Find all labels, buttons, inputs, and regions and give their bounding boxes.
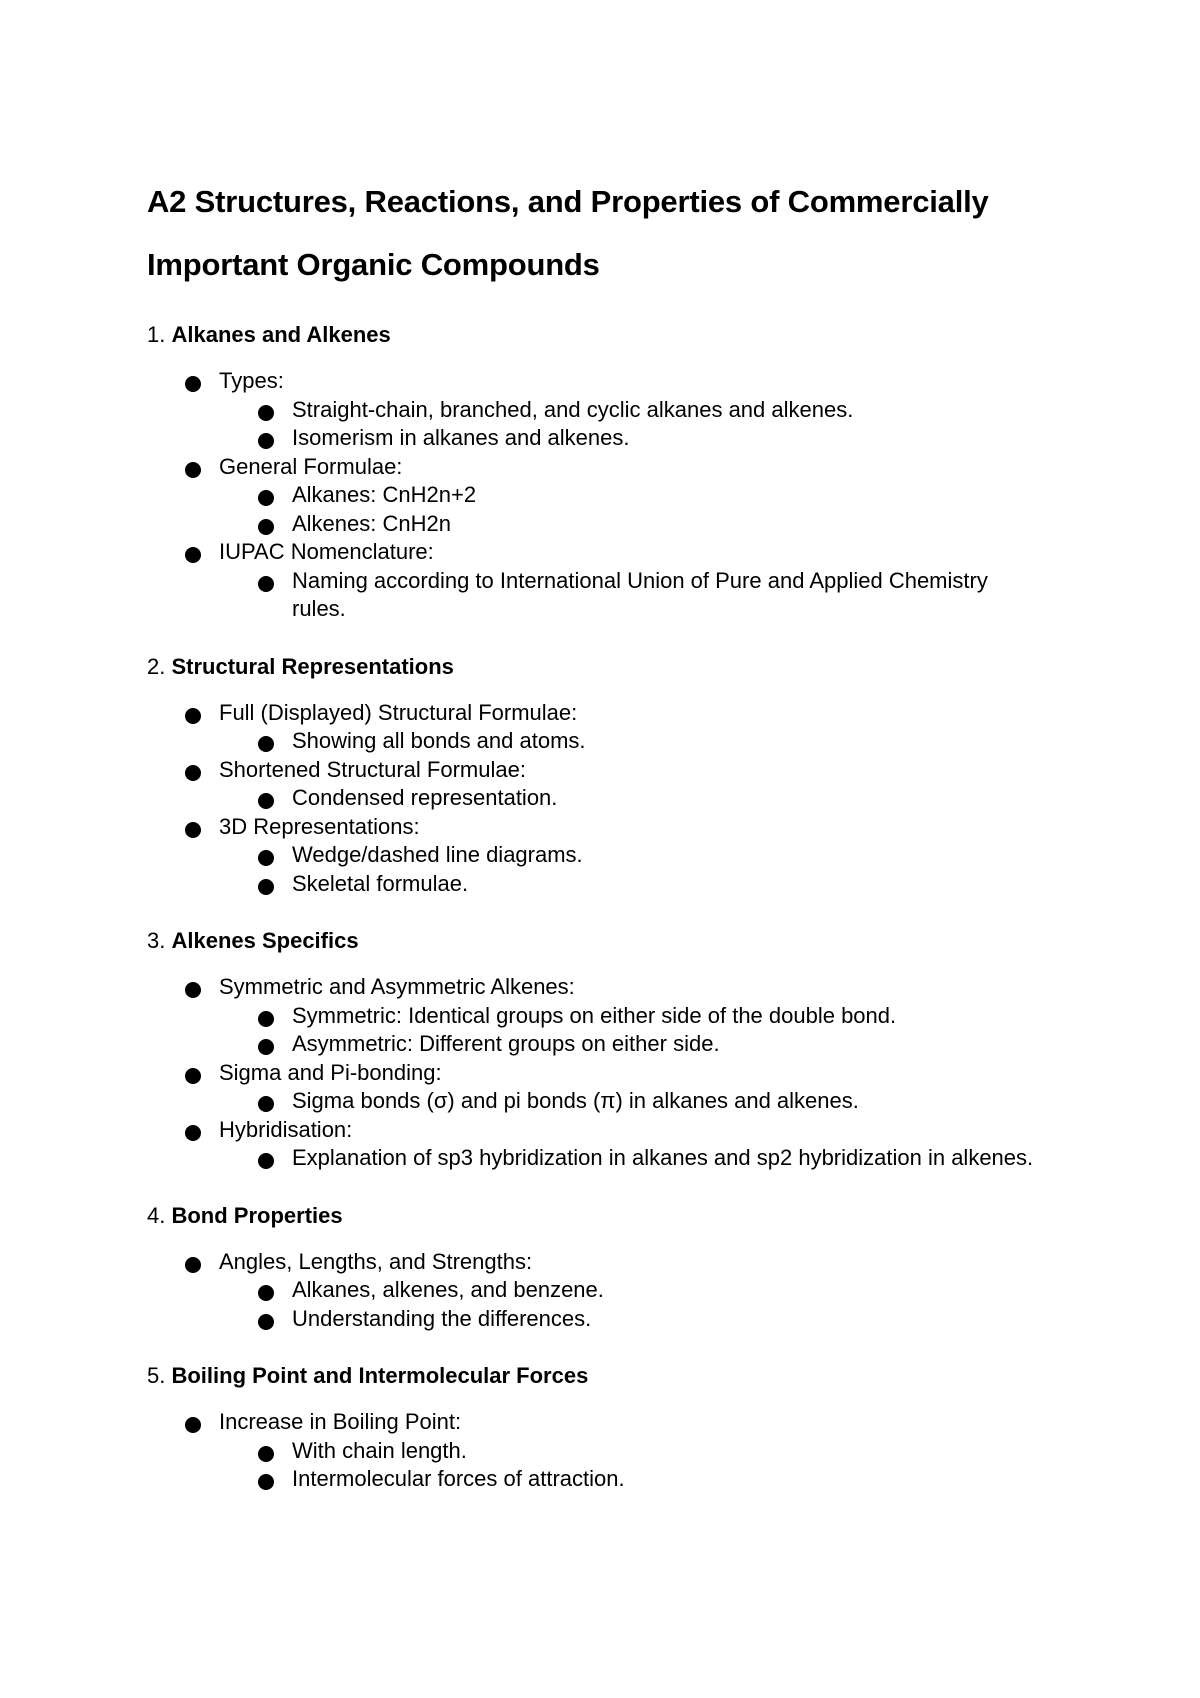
bullet-icon <box>258 1285 274 1301</box>
list-item <box>147 1408 1047 1437</box>
list-item-label: 3D Representations: <box>219 813 420 839</box>
list-item-label: IUPAC Nomenclature: <box>219 539 434 564</box>
list-item <box>147 1248 1047 1277</box>
list-item <box>147 453 1047 482</box>
section-number: 3. <box>147 928 166 953</box>
bullet-icon <box>258 490 274 506</box>
bullet-icon <box>258 850 274 866</box>
section-5 <box>147 1361 1047 1494</box>
section-heading-text: Alkanes and Alkenes <box>171 322 391 347</box>
sub-list-item <box>220 481 1047 510</box>
bullet-icon <box>258 1314 274 1330</box>
list-item <box>147 813 1047 842</box>
sub-list-item <box>220 1437 1047 1466</box>
bullet-icon <box>258 519 274 535</box>
bullet-icon <box>258 793 274 809</box>
bullet-icon <box>185 982 201 998</box>
bullet-icon <box>258 1011 274 1027</box>
bullet-icon <box>185 376 201 392</box>
section-number: 5. <box>147 1363 166 1388</box>
sub-bullet-list <box>147 481 1047 538</box>
sub-list-item <box>220 1144 1047 1173</box>
sub-list-item <box>220 841 1047 870</box>
list-item-label: General Formulae: <box>219 453 403 479</box>
sub-list-item-text: Explanation of sp3 hybridization in alkanes and sp2 hybridization in alkenes. <box>292 1145 1034 1170</box>
sub-bullet-list <box>147 1002 1047 1059</box>
section-number: 1. <box>147 322 166 347</box>
sub-list-item <box>220 567 1047 624</box>
section-number: 2. <box>147 653 166 679</box>
sub-list-item-text: Asymmetric: Different groups on either side. <box>292 1031 720 1056</box>
list-item <box>147 756 1047 785</box>
sub-list-item <box>220 510 1047 539</box>
bullet-list <box>147 1408 1047 1494</box>
sub-list-item <box>220 1030 1047 1059</box>
section-heading <box>147 1361 1047 1390</box>
sublist-container <box>147 841 1047 898</box>
section-2 <box>147 652 1047 899</box>
sub-list-item-text: Understanding the differences. <box>292 1305 592 1331</box>
bullet-icon <box>185 462 201 478</box>
sub-list-item-text: Sigma bonds (σ) and pi bonds (π) in alkanes and alkenes. <box>292 1088 859 1113</box>
bullet-icon <box>258 1474 274 1490</box>
bullet-list <box>147 699 1047 899</box>
sublist-container <box>147 1144 1047 1173</box>
sub-bullet-list <box>147 567 1047 624</box>
bullet-icon <box>185 1257 201 1273</box>
sub-list-item-text: Straight-chain, branched, and cyclic alkanes and alkenes. <box>292 396 854 422</box>
list-item <box>147 1116 1047 1145</box>
list-item-label: Increase in Boiling Point: <box>219 1409 462 1434</box>
sublist-container <box>147 481 1047 538</box>
sublist-container <box>147 1437 1047 1494</box>
document-title: A2 Structures, Reactions, and Properties of Commercially Important Organic Compounds <box>147 184 989 282</box>
sub-bullet-list <box>147 1144 1047 1173</box>
bullet-list <box>147 973 1047 1173</box>
list-item-label: Full (Displayed) Structural Formulae: <box>219 699 578 725</box>
bullet-icon <box>185 1125 201 1141</box>
sub-list-item-text: Alkanes, alkenes, and benzene. <box>292 1277 604 1302</box>
sub-list-item-text: Alkenes: CnH2n <box>292 510 451 536</box>
bullet-icon <box>185 765 201 781</box>
sub-list-item-text: Isomerism in alkanes and alkenes. <box>292 425 630 450</box>
sub-list-item <box>220 1087 1047 1116</box>
section-1 <box>147 320 1047 624</box>
list-item-label: Hybridisation: <box>219 1116 353 1142</box>
sub-list-item-text: With chain length. <box>292 1437 467 1463</box>
sublist-container <box>147 1087 1047 1116</box>
sublist-container <box>147 1002 1047 1059</box>
section-heading <box>147 320 1047 349</box>
sub-bullet-list <box>147 396 1047 453</box>
sub-list-item <box>220 424 1047 453</box>
list-item-label: Symmetric and Asymmetric Alkenes: <box>219 974 575 999</box>
section-number: 4. <box>147 1202 166 1228</box>
bullet-icon <box>185 547 201 563</box>
bullet-icon <box>185 1417 201 1433</box>
sub-list-item <box>220 870 1047 899</box>
sub-bullet-list <box>147 1437 1047 1494</box>
list-item <box>147 973 1047 1002</box>
sub-list-item-text: Naming according to International Union of Pure and Applied Chemistry rules. <box>292 567 988 621</box>
sub-list-item <box>220 1305 1047 1334</box>
sub-bullet-list <box>147 1276 1047 1333</box>
bullet-list <box>147 1248 1047 1334</box>
sub-list-item <box>220 784 1047 813</box>
sub-list-item <box>220 396 1047 425</box>
bullet-icon <box>258 879 274 895</box>
sub-bullet-list <box>147 784 1047 813</box>
sub-bullet-list <box>147 1087 1047 1116</box>
sub-list-item <box>220 1002 1047 1031</box>
sections-container <box>147 320 1047 1494</box>
list-item-label: Shortened Structural Formulae: <box>219 756 526 782</box>
sub-list-item-text: Showing all bonds and atoms. <box>292 728 586 753</box>
bullet-icon <box>185 822 201 838</box>
list-item <box>147 699 1047 728</box>
sublist-container <box>147 396 1047 453</box>
list-item <box>147 538 1047 567</box>
bullet-icon <box>258 736 274 752</box>
sublist-container <box>147 727 1047 756</box>
sub-list-item-text: Symmetric: Identical groups on either side of the double bond. <box>292 1002 897 1028</box>
bullet-icon <box>258 1096 274 1112</box>
list-item <box>147 1059 1047 1088</box>
bullet-icon <box>258 433 274 449</box>
sub-list-item-text: Condensed representation. <box>292 785 558 810</box>
bullet-icon <box>258 1039 274 1055</box>
list-item-label: Angles, Lengths, and Strengths: <box>219 1248 533 1274</box>
sub-list-item <box>220 727 1047 756</box>
document-content <box>147 170 1047 1522</box>
bullet-icon <box>258 405 274 421</box>
list-item <box>147 367 1047 396</box>
sub-list-item <box>220 1465 1047 1494</box>
bullet-icon <box>258 1446 274 1462</box>
section-heading <box>147 1201 1047 1230</box>
list-item-label: Sigma and Pi-bonding: <box>219 1059 442 1085</box>
bullet-list <box>147 367 1047 624</box>
section-heading-text: Boiling Point and Intermolecular Forces <box>171 1363 589 1388</box>
section-heading-text: Bond Properties <box>171 1202 343 1228</box>
sub-list-item-text: Intermolecular forces of attraction. <box>292 1466 625 1491</box>
bullet-icon <box>258 576 274 592</box>
section-4 <box>147 1201 1047 1334</box>
sub-bullet-list <box>147 727 1047 756</box>
bullet-icon <box>258 1153 274 1169</box>
sublist-container <box>147 784 1047 813</box>
section-heading <box>147 652 1047 681</box>
section-3 <box>147 926 1047 1173</box>
bullet-icon <box>185 708 201 724</box>
sub-list-item-text: Alkanes: CnH2n+2 <box>292 482 477 507</box>
section-heading-text: Structural Representations <box>171 653 454 679</box>
list-item-label: Types: <box>219 368 284 393</box>
sub-bullet-list <box>147 841 1047 898</box>
sublist-container <box>147 1276 1047 1333</box>
bullet-icon <box>185 1068 201 1084</box>
sub-list-item-text: Skeletal formulae. <box>292 870 469 896</box>
section-heading <box>147 926 1047 955</box>
sub-list-item <box>220 1276 1047 1305</box>
section-heading-text: Alkenes Specifics <box>171 928 359 953</box>
sub-list-item-text: Wedge/dashed line diagrams. <box>292 842 583 867</box>
sublist-container <box>147 567 1047 624</box>
